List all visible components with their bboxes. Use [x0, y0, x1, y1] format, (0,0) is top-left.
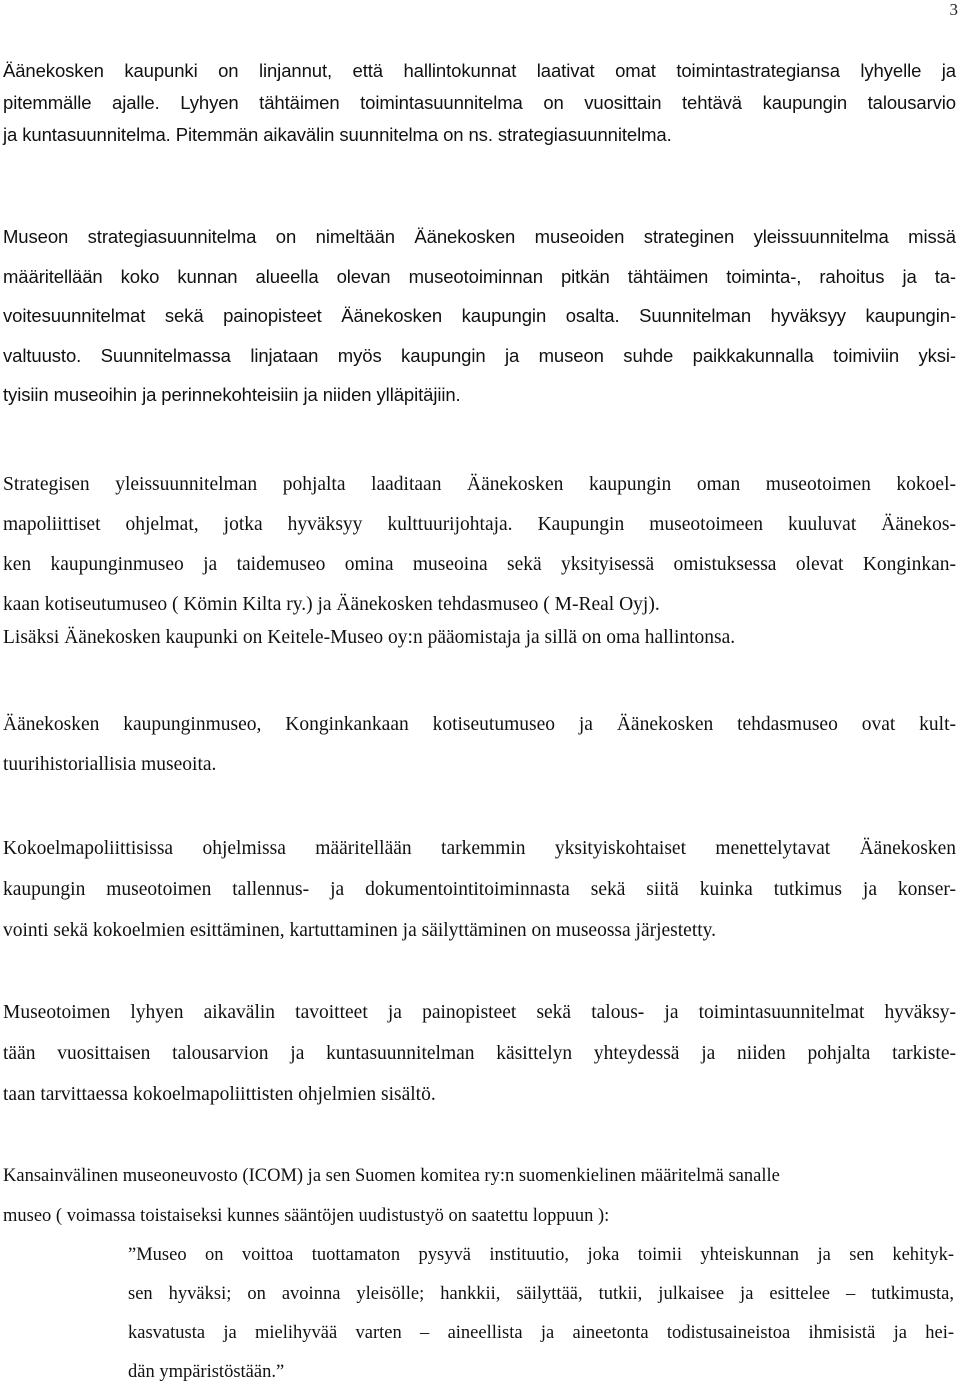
paragraph-line: vointi sekä kokoelmien esittäminen, kartuttaminen ja säilyttäminen on museossa järjestetty. — [3, 920, 717, 941]
paragraph-line: tään vuosittaisen talousarvion ja kuntasuunnitelman käsittelyn yhteydessä ja niiden pohjalta tarkiste- — [3, 1043, 956, 1064]
paragraph-line: Kansainvälinen museoneuvosto (ICOM) ja sen Suomen komitea ry:n suomenkielinen määritelmä sanalle — [3, 1166, 780, 1186]
quote-line: ”Museo on voittoa tuottamaton pysyvä instituutio, joka toimii yhteiskunnan ja sen kehityk- — [128, 1245, 954, 1265]
icom-museum-definition-quote — [128, 1236, 954, 1392]
page-number: 3 — [949, 0, 958, 19]
quote-line: dän ympäristöstään.” — [128, 1362, 285, 1382]
paragraph-line: määritellään koko kunnan alueella olevan museotoiminnan pitkän tähtäimen toiminta-, rahoitus ja ta- — [3, 265, 956, 287]
paragraph-line: valtuusto. Suunnitelmassa linjataan myös kaupungin ja museon suhde paikkakunnalla toimiviin yksi- — [3, 344, 956, 366]
paragraph-strategy-intro — [3, 55, 956, 151]
paragraph-line: ken kaupunginmuseo ja taidemuseo omina museoina sekä yksityisessä omistuksessa olevat Konginkan- — [3, 554, 956, 575]
paragraph-line: Äänekosken kaupunki on linjannut, että hallintokunnat laativat omat toimintastrategiansa lyhyelle ja — [3, 60, 956, 81]
paragraph-line: kaupungin museotoimen tallennus- ja dokumentointitoiminnasta sekä siitä kuinka tutkimus ja konser- — [3, 879, 956, 900]
paragraph-line: Strategisen yleissuunnitelman pohjalta laaditaan Äänekosken kaupungin oman museotoimen kokoel- — [3, 474, 956, 495]
quote-line: kasvatusta ja mielihyvää varten – aineellista ja aineetonta todistusaineistoa ihmisistä ja hei- — [128, 1323, 954, 1343]
paragraph-icom-definition-intro — [3, 1156, 956, 1236]
paragraph-line: tyisiin museoihin ja perinnekohteisiin ja niiden ylläpitäjiin. — [3, 384, 461, 405]
paragraph-line: ja kuntasuunnitelma. Pitemmän aikavälin suunnitelma on ns. strategiasuunnitelma. — [3, 124, 672, 145]
paragraph-line: Museon strategiasuunnitelma on nimeltään Äänekosken museoiden strateginen yleissuunnitelma missä — [3, 226, 956, 247]
paragraph-line: Äänekosken kaupunginmuseo, Konginkankaan kotiseutumuseo ja Äänekosken tehdasmuseo ovat kult- — [3, 714, 956, 735]
paragraph-cultural-history-museums — [3, 705, 956, 785]
paragraph-line: mapoliittiset ohjelmat, jotka hyväksyy kulttuurijohtaja. Kaupungin museotoimeen kuuluvat Äänekos- — [3, 514, 956, 535]
quote-line: sen hyväksi; on avoinna yleisölle; hankkii, säilyttää, tutkii, julkaisee ja esittelee – tutkimusta, — [128, 1284, 954, 1304]
paragraph-collection-policy — [3, 465, 956, 658]
paragraph-line: voitesuunnitelmat sekä painopisteet Äänekosken kaupungin osalta. Suunnitelman hyväksyy kaupungin- — [3, 305, 956, 326]
paragraph-collection-programs — [3, 828, 956, 951]
paragraph-museum-strategy — [3, 217, 956, 415]
paragraph-line: kaan kotiseutumuseo ( Kömin Kilta ry.) ja Äänekosken tehdasmuseo ( M-Real Oyj). — [3, 594, 660, 615]
paragraph-line: tuurihistoriallisia museoita. — [3, 754, 217, 775]
paragraph-short-term-goals — [3, 992, 956, 1115]
paragraph-line: taan tarvittaessa kokoelmapoliittisten ohjelmien sisältö. — [3, 1084, 436, 1105]
paragraph-line: Lisäksi Äänekosken kaupunki on Keitele-Museo oy:n pääomistaja ja sillä on oma hallintonsa. — [3, 627, 736, 648]
paragraph-line: museo ( voimassa toistaiseksi kunnes sääntöjen uudistustyö on saatettu loppuun ): — [3, 1206, 610, 1226]
paragraph-line: Museotoimen lyhyen aikavälin tavoitteet ja painopisteet sekä talous- ja toimintasuunnitelmat hyväksy- — [3, 1002, 956, 1023]
paragraph-line: pitemmälle ajalle. Lyhyen tähtäimen toimintasuunnitelma on vuosittain tehtävä kaupungin talousarvio — [3, 92, 956, 113]
paragraph-line: Kokoelmapoliittisissa ohjelmissa määritellään tarkemmin yksityiskohtaiset menettelytavat Äänekosken — [3, 838, 956, 859]
